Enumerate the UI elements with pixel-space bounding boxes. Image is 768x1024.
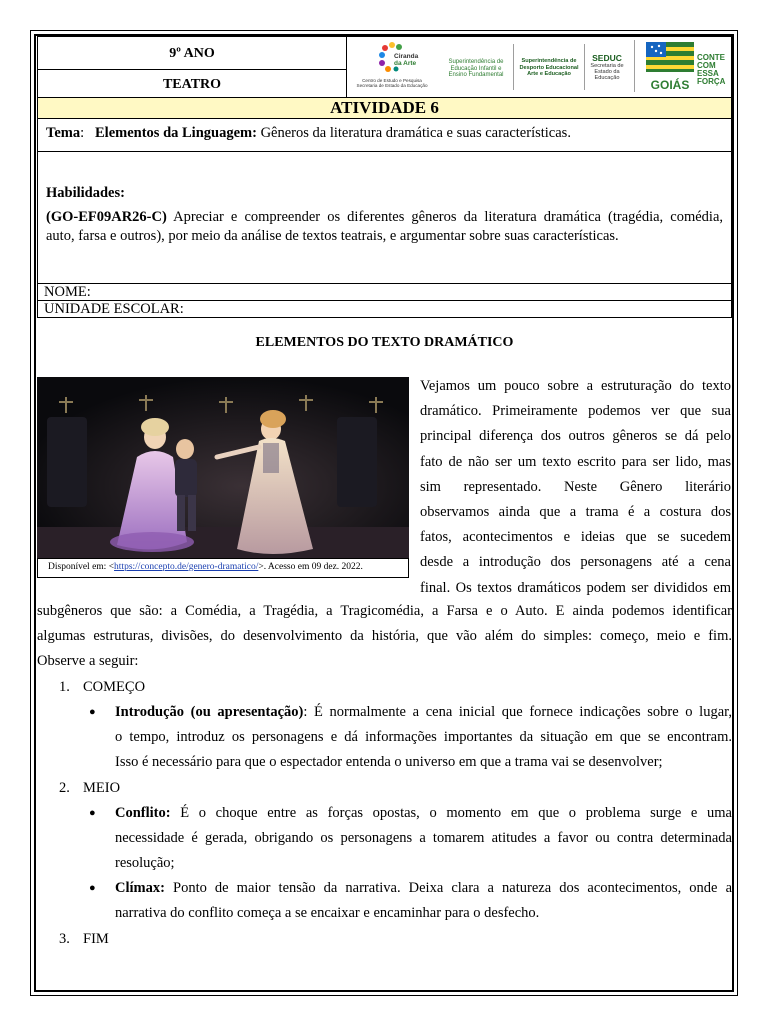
- ciranda-da-arte-logo: [352, 40, 432, 95]
- list-heading: FIM: [83, 931, 109, 947]
- habilidades-cell: [37, 151, 732, 284]
- bullet-text: narrativa do conflito começa a se encaixar e encaminhar para o desfecho.: [115, 905, 540, 922]
- paragraph-line: algumas estruturas, divisões, do desenvolvimento da história, que vão além do simples: começo, meio e fim.: [37, 628, 732, 645]
- paragraph-line: Observe a seguir:: [37, 653, 139, 670]
- habilidade-line2: auto, farsa e outros), por meio da análise de textos teatrais, e argumentar sobre suas características.: [46, 228, 619, 244]
- sup2-line2: Desporto Educacional: [519, 64, 579, 71]
- sup1-line2: Educação Infantil e: [450, 65, 502, 72]
- goias-flag-icon: [646, 42, 694, 72]
- grade-label: 9º ANO: [169, 46, 215, 61]
- bullet-icon: ●: [89, 706, 96, 718]
- unidade-escolar-field[interactable]: [37, 300, 732, 318]
- body-paragraph: [37, 599, 732, 675]
- activity-title: ATIVIDADE 6: [330, 98, 439, 117]
- bullet-text: Ponto de maior tensão da narrativa. Deixa clara a natureza dos acontecimentos, onde a: [164, 880, 732, 896]
- theater-photo: [37, 377, 409, 559]
- goias-label: GOIÁS: [650, 78, 690, 92]
- conte-line4: FORÇA: [697, 77, 726, 86]
- bullet-text: necessidade é gerada, obrigando os personagens a tomarem atitudes a favor ou contra determinada: [115, 830, 732, 847]
- bullet-text: Isso é necessário para que o espectador entenda o universo em que a trama vai se desenvolver;: [115, 754, 663, 771]
- sup-educacao-infantil-logo: [444, 59, 508, 79]
- ciranda-name-1: Ciranda: [394, 53, 419, 60]
- subject-cell: [37, 69, 347, 98]
- habilidades-label: Habilidades:: [46, 185, 125, 201]
- theater-scene-image: [37, 377, 409, 559]
- list-number: 2.: [59, 780, 70, 796]
- nome-field[interactable]: [37, 283, 732, 301]
- seduc-line2: Estado da: [594, 69, 620, 75]
- habilidade-line1: Apreciar e compreender os diferentes gêneros da literatura dramática (tragédia, comédia,: [173, 209, 724, 225]
- paragraph-line: subgêneros que são: a Comédia, a Tragédia, a Tragicomédia, a Farsa e o Auto. E ainda podemos identificar: [37, 603, 732, 619]
- paragraph-line: fato de não ser um texto escrito para ser lido, mas: [420, 453, 731, 470]
- nome-label: NOME:: [44, 284, 91, 300]
- paragraph-line: sim representado. Neste Gênero literário: [420, 478, 731, 495]
- list-item: [37, 876, 732, 927]
- ciranda-sub-2: Secretaria de Estado da Educação: [356, 83, 428, 88]
- bullet-text: o tempo, introduz os personagens e dá informações importantes da situação em que se encontram.: [115, 729, 732, 746]
- caption-suffix: >. Acesso em 09 dez. 2022.: [258, 562, 363, 572]
- sup1-line1: Superintendência de: [448, 59, 504, 65]
- paragraph-line: fatos, acontecimentos e ideias que se sucedem: [420, 529, 731, 546]
- list-number: 3.: [59, 931, 70, 947]
- seduc-line3: Educação: [594, 75, 620, 81]
- sup-desporto-logo: [518, 58, 580, 78]
- caption-prefix: Disponível em: <: [48, 562, 115, 572]
- paragraph-line: principal diferença dos outros gêneros se dá pelo: [420, 428, 731, 445]
- list-item: [37, 700, 732, 776]
- habilidade-code: (GO-EF09AR26-C): [46, 209, 167, 225]
- grade-cell: [37, 36, 347, 70]
- photo-caption: [37, 558, 409, 578]
- ciranda-sub-1: Centro de Estudo e Pesquisa: [362, 78, 422, 83]
- sup2-line3: Arte e Educação: [527, 71, 571, 77]
- unidade-escolar-label: UNIDADE ESCOLAR:: [44, 301, 184, 317]
- bullet-term: Introdução (ou apresentação): [115, 704, 304, 720]
- list-item: [37, 675, 732, 700]
- conte-com-essa-forca-logo: [697, 54, 725, 86]
- subject-label: TEATRO: [162, 77, 222, 92]
- caption-link[interactable]: https://concepto.de/genero-dramatico/: [114, 562, 259, 572]
- intro-paragraph: [420, 374, 731, 601]
- bullet-term: Conflito:: [115, 805, 171, 821]
- tema-sep: :: [80, 125, 85, 141]
- paragraph-line: desde a introdução dos personagens até a cena: [420, 554, 731, 571]
- tema-cell: [37, 118, 732, 152]
- bullet-text: É o choque entre as forças opostas, o momento em que o problema surge e uma: [170, 805, 732, 821]
- ciranda-name-2: da Arte: [394, 60, 417, 67]
- seduc-logo: [588, 54, 626, 81]
- logo-divider: [634, 40, 635, 92]
- activity-title-cell: [37, 97, 732, 119]
- seduc-line1: Secretaria de: [590, 63, 624, 69]
- bullet-term: Clímax:: [115, 880, 165, 896]
- conte-line3: ESSA: [697, 69, 719, 78]
- bullet-icon: ●: [89, 807, 96, 819]
- paragraph-line: dramático. Primeiramente podemos ver que sua: [420, 403, 731, 420]
- list-heading: MEIO: [83, 780, 121, 796]
- sup1-line3: Ensino Fundamental: [448, 72, 504, 78]
- paragraph-line: observamos ainda que a trama é a costura dos: [420, 503, 731, 520]
- tema-bold: Elementos da Linguagem:: [95, 125, 257, 141]
- bullet-text: : É normalmente a cena inicial que fornece indicações sobre o lugar,: [303, 704, 733, 720]
- section-title: ELEMENTOS DO TEXTO DRAMÁTICO: [255, 335, 514, 350]
- list-number: 1.: [59, 679, 70, 695]
- bullet-icon: ●: [89, 882, 96, 894]
- paragraph-line: Vejamos um pouco sobre a estruturação do texto: [420, 378, 731, 394]
- conte-line1: CONTE: [697, 53, 725, 62]
- seduc-title: SEDUC: [592, 53, 622, 63]
- conte-line2: COM: [697, 61, 716, 70]
- tema-label: Tema: [46, 125, 81, 141]
- bullet-text: resolução;: [115, 855, 175, 872]
- list-item: [37, 801, 732, 877]
- list-item: [37, 927, 732, 952]
- paragraph-line: final. Os textos dramáticos podem ser divididos em: [420, 579, 731, 596]
- list-item: [37, 776, 732, 801]
- goias-logo: [646, 42, 694, 92]
- tema-text: Gêneros da literatura dramática e suas características.: [260, 125, 571, 141]
- logo-divider: [584, 44, 585, 90]
- sup2-line1: Superintendência de: [521, 58, 577, 64]
- list-heading: COMEÇO: [83, 679, 146, 695]
- logo-divider: [513, 44, 514, 90]
